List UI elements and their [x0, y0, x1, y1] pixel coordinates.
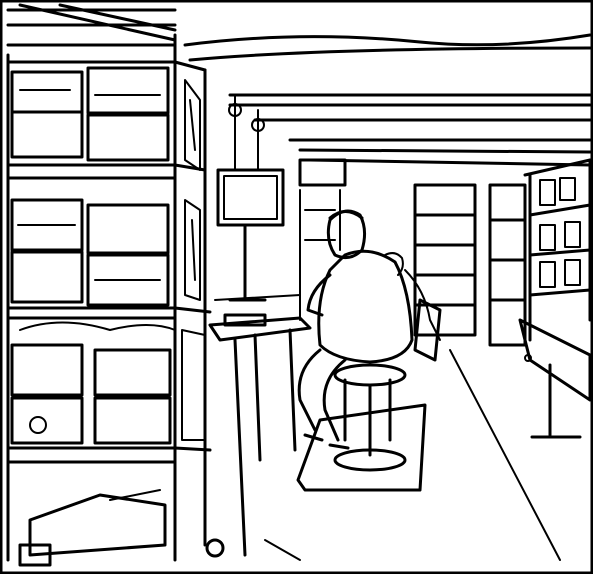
anti-fatigue-mat	[298, 405, 425, 490]
ceiling	[185, 35, 590, 165]
shelves-right	[520, 160, 590, 437]
caster-wheel	[207, 540, 223, 556]
floor-lines	[265, 350, 560, 560]
shelves-left	[8, 5, 210, 565]
stool	[335, 365, 405, 470]
monitor-icon	[218, 170, 283, 300]
workstation-desk	[210, 295, 310, 555]
image-frame	[1, 1, 592, 573]
